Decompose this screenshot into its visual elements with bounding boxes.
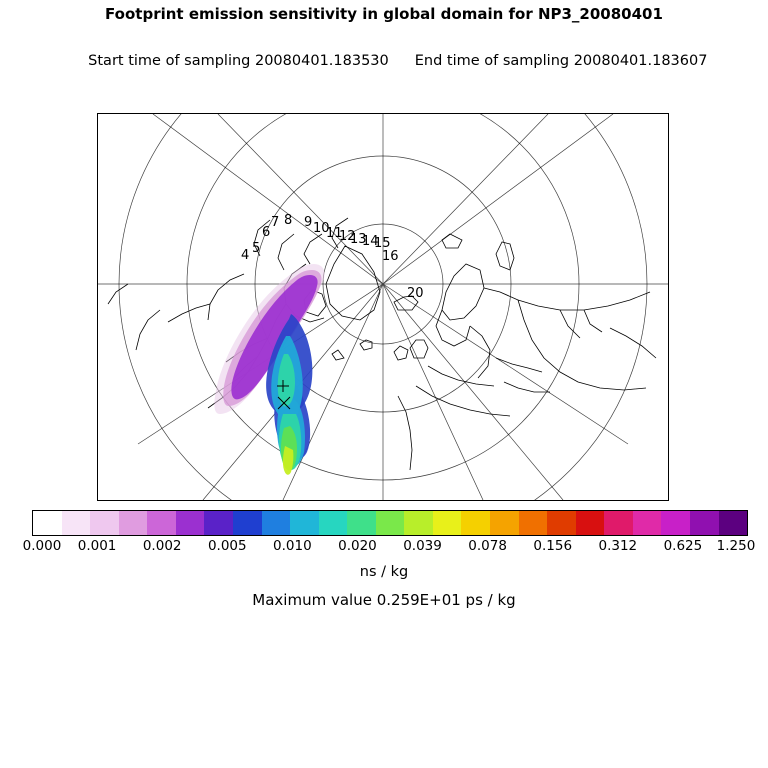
colorbar-segment [376,511,405,535]
map-contour-label: 20 [407,286,424,301]
colorbar-segment [90,511,119,535]
colorbar-tick-labels [0,538,768,554]
colorbar-segment [176,511,205,535]
map-contour-label: 7 [271,215,280,230]
colorbar-segment [347,511,376,535]
colorbar-segment [290,511,319,535]
map-contour-label: 5 [252,241,261,256]
map-contour-label: 10 [313,221,330,236]
map-contour-label: 14 [362,234,379,249]
colorbar-tick-label: 0.039 [403,538,442,554]
sampling-end-label: End time of sampling 20080401.183607 [414,53,708,69]
map-svg [98,114,668,500]
maximum-value-label: Maximum value 0.259E+01 ps / kg [252,591,516,609]
footprint-plume [214,264,324,475]
map-contour-label: 6 [262,225,271,240]
colorbar-tick-label: 0.010 [273,538,312,554]
colorbar-unit-label: ns / kg [359,564,409,580]
colorbar [32,510,748,536]
colorbar-segment [433,511,462,535]
colorbar-segment [33,511,62,535]
colorbar-segment [262,511,291,535]
sampling-times-line [0,24,768,99]
colorbar-segment [204,511,233,535]
colorbar-segment [547,511,576,535]
colorbar-segment [633,511,662,535]
colorbar-tick-label: 0.312 [598,538,638,554]
map-contour-label: 16 [382,249,399,264]
colorbar-segment [604,511,633,535]
colorbar-tick-label: 0.002 [142,538,182,554]
colorbar-segment [690,511,719,535]
colorbar-tick-label: 1.250 [716,538,756,554]
graticule-meridians [98,114,668,500]
colorbar-segment [404,511,433,535]
map-contour-label: 12 [339,229,356,244]
map-contour-label: 8 [284,213,293,228]
map-contour-label: 4 [241,248,250,263]
colorbar-segment [319,511,348,535]
colorbar-segment [661,511,690,535]
colorbar-tick-label: 0.020 [338,538,377,554]
colorbar-segment [461,511,490,535]
colorbar-tick-label: 0.156 [533,538,573,554]
colorbar-segment [233,511,262,535]
colorbar-tick-label: 0.625 [663,538,703,554]
map-contour-label: 15 [374,236,391,251]
colorbar-segment [147,511,176,535]
colorbar-segment [62,511,91,535]
colorbar-segment [119,511,148,535]
colorbar-tick-label: 0.000 [22,538,62,554]
sampling-start-label: Start time of sampling 20080401.183530 [88,53,389,69]
colorbar-segment [490,511,519,535]
colorbar-segment [519,511,548,535]
map-contour-label: 13 [350,232,367,247]
page-title: Footprint emission sensitivity in global domain for NP3_20080401 [105,5,663,23]
map-panel [97,113,669,501]
colorbar-segment [576,511,605,535]
colorbar-tick-label: 0.078 [468,538,507,554]
map-contour-label: 9 [304,215,313,230]
map-contour-label: 11 [326,226,343,241]
colorbar-segment [719,511,748,535]
colorbar-tick-label: 0.001 [77,538,117,554]
colorbar-tick-label: 0.005 [207,538,247,554]
